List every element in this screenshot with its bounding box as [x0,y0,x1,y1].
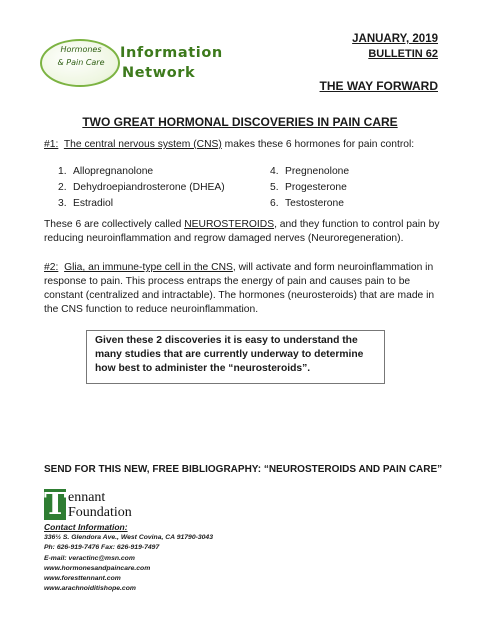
bibliography-offer: SEND FOR THIS NEW, FREE BIBLIOGRAPHY: “NEUROSTEROIDS AND PAIN CARE” [44,464,443,475]
neurosteroids-paragraph: These 6 are collectively called NEUROSTEROIDS, and they function to control pain by reducing neuroinflammation and regrow damaged nerves (Neuroregeneration). [44,219,440,244]
list-item: 5. Progesterone [270,182,347,193]
network-line-1: Information [120,45,223,61]
network-title [120,43,223,83]
hormones-pain-care-logo [40,34,230,92]
logo-line-2: & Pain Care [57,58,105,67]
page-title: TWO GREAT HORMONAL DISCOVERIES IN PAIN CARE [82,115,398,129]
logo-oval-text [50,43,112,69]
logo-line-1: Hormones [60,45,102,54]
website-link-3[interactable]: www.arachnoiditishope.com [44,585,136,593]
discovery-1-text: makes these 6 hormones for pain control: [221,139,415,150]
hormone-list-left [58,164,258,212]
bulletin-number: BULLETIN 62 [368,48,438,60]
discovery-2-paragraph [44,261,442,317]
tennant-initial: T [44,487,67,522]
callout-box: Given these 2 discoveries it is easy to understand the many studies that are currently underway to determine how best to administer the “neurosteroids”. [86,330,385,384]
discovery-1-label: #1: [44,139,59,150]
list-item: 4. Pregnenolone [270,166,350,177]
tennant-foundation-logo [44,489,204,523]
list-item: 3. Estradiol [58,198,114,209]
list-item: 6. Testosterone [270,198,344,209]
list-item: 1. Allopregnanolone [58,166,154,177]
neurosteroids-term: NEUROSTEROIDS [184,219,275,230]
contact-phone: Ph: 626-919-7476 Fax: 626-919-7497 [44,544,160,552]
tennant-word: ennant [68,490,106,505]
discovery-2-lead: Glia, an immune-type cell in the CNS [64,262,233,273]
list-item: 2. Dehydroepiandrosterone (DHEA) [58,182,225,193]
tagline: THE WAY FORWARD [319,79,438,93]
contact-block [44,522,344,595]
website-link-2[interactable]: www.foresttennant.com [44,575,121,583]
discovery-2-label: #2: [44,262,59,273]
hormone-list-right [270,164,440,212]
discovery-2-text: , will activate and form neuroinflammation in response to pain. This process entraps the energy of pain and causes pain to be constant (centralized and intractable). The hormones (neurosteroids) that are made in the CNS function to reduce neuroinflammation. [44,262,435,315]
discovery-1-paragraph [44,138,442,152]
contact-email[interactable]: E-mail: veractinc@msn.com [44,554,135,562]
contact-heading: Contact Information: [44,522,128,532]
bulletin-date: JANUARY, 2019 [352,33,438,45]
network-line-2: Network [122,65,196,81]
discovery-1-lead: The central nervous system (CNS) [63,139,222,150]
website-link-1[interactable]: www.hormonesandpaincare.com [44,564,151,572]
foundation-word: Foundation [68,505,132,520]
contact-address: 336½ S. Glendora Ave., West Covina, CA 91790-3043 [44,534,213,541]
